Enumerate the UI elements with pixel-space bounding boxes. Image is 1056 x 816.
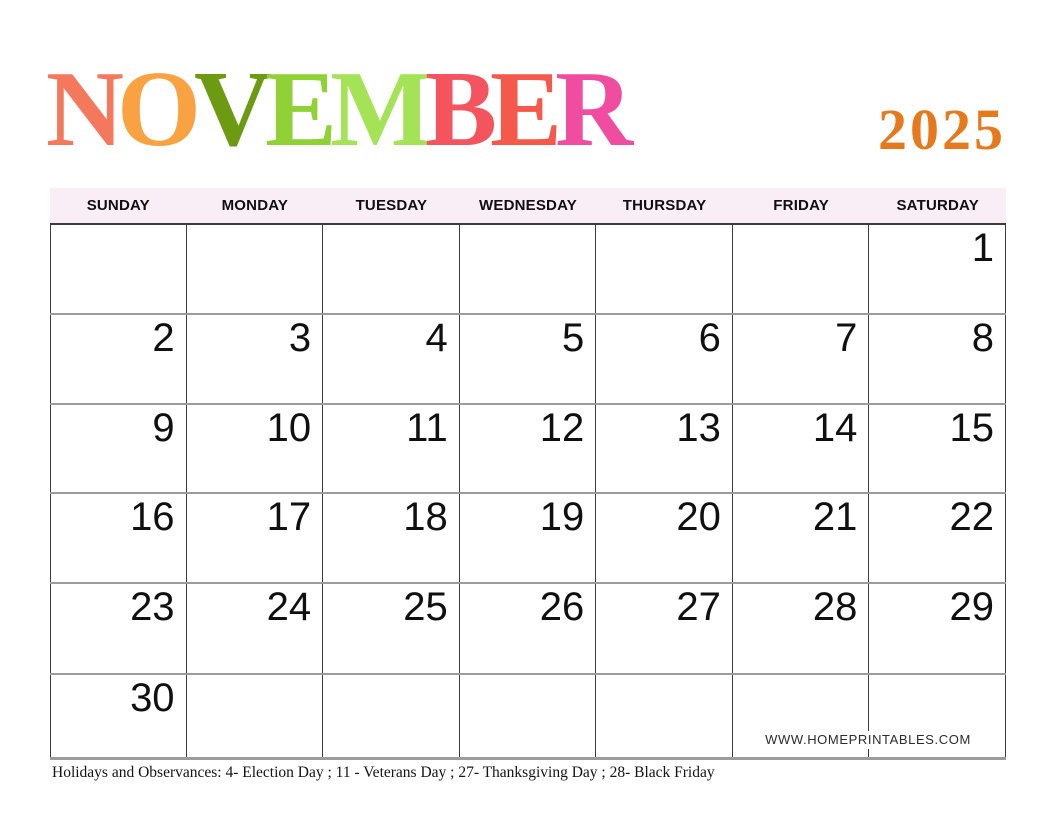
- week-row: [50, 492, 1006, 582]
- day-number: 21: [812, 495, 858, 539]
- day-number: 24: [266, 585, 312, 629]
- title-letter: E: [265, 50, 331, 169]
- day-number: 30: [130, 676, 175, 720]
- day-cell: [733, 494, 870, 582]
- day-cell: [187, 494, 324, 582]
- title-letter: B: [425, 50, 491, 169]
- title-letter: O: [117, 50, 195, 169]
- day-number: 28: [812, 585, 858, 629]
- empty-day-cell: [596, 675, 733, 757]
- title-letter: V: [194, 50, 266, 169]
- weekday-header: [50, 188, 1006, 223]
- year-label: 2025: [878, 97, 1006, 162]
- weekday-label: THURSDAY: [622, 197, 707, 214]
- day-cell: [323, 494, 460, 582]
- title-letter: R: [555, 50, 627, 169]
- day-cell: [323, 405, 460, 492]
- day-cell: [596, 494, 733, 582]
- day-number: 29: [949, 585, 994, 629]
- weekday-label: FRIDAY: [773, 197, 829, 214]
- website-label: WWW.HOMEPRINTABLES.COM: [752, 731, 984, 749]
- day-number: 11: [406, 406, 448, 450]
- day-cell: [733, 584, 870, 673]
- empty-day-cell: [323, 675, 460, 757]
- day-cell: [869, 494, 1006, 582]
- day-number: 20: [676, 495, 721, 539]
- day-number: 8: [971, 316, 994, 360]
- day-cell: [733, 405, 870, 492]
- day-cell: [323, 315, 460, 403]
- day-cell: [187, 315, 324, 403]
- day-cell: [460, 315, 597, 403]
- day-cell: [869, 405, 1006, 492]
- day-cell: [596, 584, 733, 673]
- day-number: 26: [539, 585, 585, 629]
- day-number: 2: [152, 316, 175, 360]
- day-number: 9: [152, 406, 175, 450]
- holidays-note: Holidays and Observances: 4- Election Day ; 11 - Veterans Day ; 27- Thanksgiving Day ; 28- Black Friday: [52, 764, 715, 781]
- day-number: 25: [403, 585, 448, 629]
- day-cell: [50, 405, 187, 492]
- day-number: 23: [130, 585, 175, 629]
- day-cell: [869, 315, 1006, 403]
- day-number: 14: [812, 406, 858, 450]
- day-cell: [50, 584, 187, 673]
- empty-day-cell: [596, 225, 733, 313]
- day-number: 5: [562, 316, 585, 360]
- week-row: [50, 582, 1006, 673]
- day-number: 10: [266, 406, 312, 450]
- day-cell: [733, 315, 870, 403]
- day-number: 27: [676, 585, 721, 629]
- week-row: [50, 403, 1006, 492]
- day-cell: [187, 405, 324, 492]
- day-cell: [460, 494, 597, 582]
- day-number: 6: [698, 316, 721, 360]
- empty-day-cell: [460, 225, 597, 313]
- day-number: 1: [971, 226, 994, 270]
- day-number: 15: [949, 406, 994, 450]
- day-number: 17: [266, 495, 312, 539]
- day-number: 12: [539, 406, 585, 450]
- day-number: 7: [835, 316, 858, 360]
- weekday-label: SATURDAY: [896, 197, 979, 214]
- calendar-grid: [50, 223, 1006, 760]
- day-cell: [50, 675, 187, 757]
- week-row: [50, 223, 1006, 313]
- weekday-label: WEDNESDAY: [479, 197, 577, 214]
- empty-day-cell: [323, 225, 460, 313]
- week-row: [50, 313, 1006, 403]
- day-cell: [869, 584, 1006, 673]
- day-number: 19: [539, 495, 585, 539]
- empty-day-cell: [50, 225, 187, 313]
- day-number: 13: [676, 406, 721, 450]
- day-number: 16: [130, 495, 175, 539]
- weekday-label: SUNDAY: [86, 197, 150, 214]
- month-title: [46, 50, 627, 169]
- day-cell: [323, 584, 460, 673]
- empty-day-cell: [733, 225, 870, 313]
- day-cell: [50, 494, 187, 582]
- day-cell: [460, 584, 597, 673]
- day-number: 4: [425, 316, 448, 360]
- day-cell: [460, 405, 597, 492]
- title-letter: E: [490, 50, 556, 169]
- day-cell: [869, 225, 1006, 313]
- empty-day-cell: [187, 675, 324, 757]
- weekday-label: TUESDAY: [355, 197, 428, 214]
- empty-day-cell: [187, 225, 324, 313]
- day-number: 22: [949, 495, 994, 539]
- day-cell: [50, 315, 187, 403]
- day-cell: [596, 315, 733, 403]
- weekday-label: MONDAY: [221, 197, 289, 214]
- day-number: 18: [403, 495, 448, 539]
- day-number: 3: [288, 316, 312, 360]
- title-letter: M: [330, 50, 425, 169]
- empty-day-cell: [460, 675, 597, 757]
- day-cell: [596, 405, 733, 492]
- title-letter: N: [46, 50, 117, 169]
- day-cell: [187, 584, 324, 673]
